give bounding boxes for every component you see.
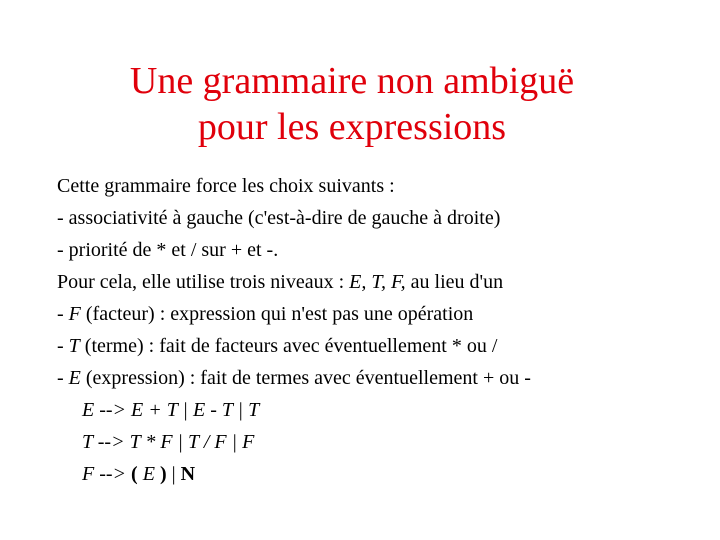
slide-title xyxy=(0,58,704,150)
body-line-term xyxy=(57,335,497,358)
factor-text: (facteur) : expression qui n'est pas une opération xyxy=(80,303,474,325)
levels-suffix: au lieu d'un xyxy=(405,271,504,293)
body-line-priority: - priorité de * et / sur + et -. xyxy=(57,239,279,261)
expression-text: (expression) : fait de termes avec éventuellement + ou - xyxy=(80,367,531,389)
rule-f-separator: | xyxy=(166,463,181,485)
levels-symbols: E, T, F, xyxy=(349,271,406,293)
rule-f-expression: E xyxy=(142,463,155,485)
slide-title-line-1: Une grammaire non ambiguë xyxy=(129,60,575,102)
expression-symbol: E xyxy=(68,367,81,389)
body-line-associativity: - associativité à gauche (c'est-à-dire de gauche à droite) xyxy=(57,207,501,229)
factor-symbol: F xyxy=(68,303,81,325)
body-line-intro: Cette grammaire force les choix suivants : xyxy=(57,175,395,197)
expression-dash: - xyxy=(57,367,69,389)
term-symbol: T xyxy=(68,335,80,357)
term-text: (terme) : fait de facteurs avec éventuellement * ou / xyxy=(79,335,498,357)
grammar-rule-t: T --> T * F | T / F | F xyxy=(82,431,255,453)
term-dash: - xyxy=(57,335,69,357)
rule-f-open-paren: ( xyxy=(131,463,143,485)
rule-f-close-paren: ) xyxy=(154,463,167,485)
rule-f-lhs: F --> xyxy=(82,463,132,485)
factor-dash: - xyxy=(57,303,69,325)
rule-f-number: N xyxy=(180,463,196,485)
slide-title-line-2: pour les expressions xyxy=(197,106,507,148)
body-line-factor xyxy=(57,303,473,326)
levels-prefix: Pour cela, elle utilise trois niveaux : xyxy=(57,271,350,293)
grammar-rule-e: E --> E + T | E - T | T xyxy=(82,399,260,421)
body-line-levels xyxy=(57,271,503,294)
body-line-expression xyxy=(57,367,531,390)
grammar-rule-f xyxy=(82,463,195,486)
